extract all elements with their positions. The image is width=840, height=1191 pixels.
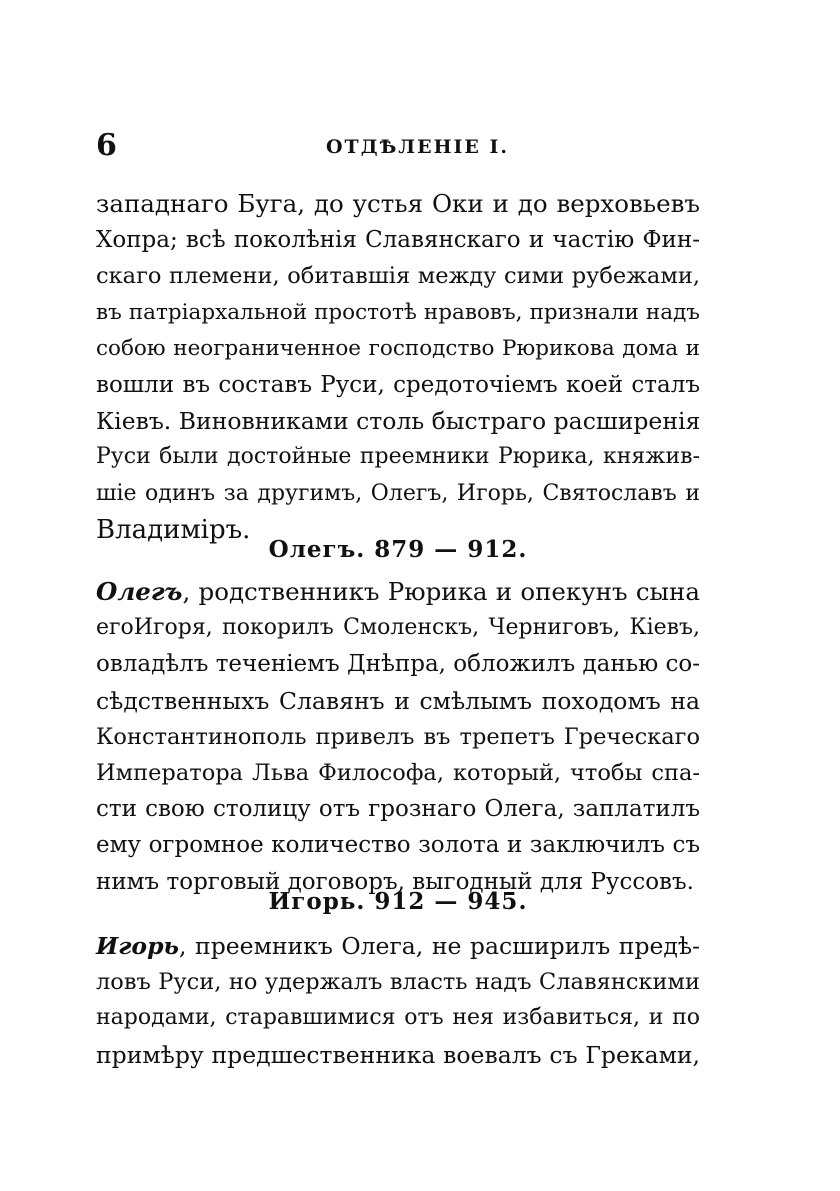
text-line xyxy=(96,928,700,964)
text-line: вошли въ составъ Руси, средоточіемъ коей сталъ xyxy=(96,371,700,398)
text-line: сѣдственныхъ Славянъ и смѣлымъ походомъ на xyxy=(96,686,700,715)
line-rest: , преемникъ Олега, не расширилъ предѣ- xyxy=(179,932,700,960)
lead-word: Олегъ xyxy=(96,577,183,606)
section-title: ОТДѢЛЕНІЕ I. xyxy=(326,136,510,158)
text-line: примѣру предшественника воевалъ съ Греками, xyxy=(96,1040,700,1069)
text-line: егоИгоря, покорилъ Смоленскъ, Черниговъ, Кіевъ, xyxy=(96,615,700,641)
text-line: шіе одинъ за другимъ, Олегъ, Игорь, Святославъ и xyxy=(96,480,700,506)
text-line: ему огромное количество золота и заключилъ съ xyxy=(96,832,700,859)
text-line: овладѣлъ теченіемъ Днѣпра, обложилъ данью со- xyxy=(96,651,701,678)
text-line: Руси были достойные преемники Рюрика, княжив- xyxy=(96,444,700,470)
text-line: народами, старавшимися отъ нея избавиться, и по xyxy=(96,1005,700,1031)
line-rest: , родственникъ Рюрика и опекунъ сына xyxy=(182,577,700,606)
running-head xyxy=(96,126,700,166)
section-heading-igor: Игорь. 912 — 945. xyxy=(268,888,528,915)
igor-paragraph xyxy=(96,928,700,1073)
section-heading-oleg: Олегъ. 879 — 912. xyxy=(268,536,528,563)
intro-paragraph xyxy=(96,186,700,548)
text-line: Константинополь привелъ въ трепетъ Греческаго xyxy=(96,723,700,750)
text-line: Владиміръ. xyxy=(96,514,251,545)
text-line: западнаго Буга, до устья Оки и до верховьевъ xyxy=(96,189,700,218)
lead-word: Игорь xyxy=(96,932,180,960)
text-line: сти свою столицу отъ грознаго Олега, заплатилъ xyxy=(96,796,700,823)
text-line: собою неограниченное господство Рюрикова дома и xyxy=(96,335,700,361)
text-line: ловъ Руси, но удержалъ власть надъ Славянскими xyxy=(96,969,700,996)
text-line: скаго племени, обитавшія между сими рубежами, xyxy=(96,263,700,290)
oleg-paragraph xyxy=(96,574,700,900)
text-line: въ патріархальной простотѣ нравовъ, признали надъ xyxy=(96,299,700,325)
text-line: Кіевъ. Виновниками столь быстраго расширенія xyxy=(96,407,701,436)
text-line: Хопра; всѣ поколѣнія Славянскаго и частію Фин- xyxy=(96,227,700,254)
text-line xyxy=(96,574,700,610)
text-line: нимъ торговый договоръ, выгодный для Руссовъ. xyxy=(96,868,694,895)
text-line: Императора Льва Философа, который, чтобы спа- xyxy=(96,759,700,786)
page-number: 6 xyxy=(96,128,117,163)
